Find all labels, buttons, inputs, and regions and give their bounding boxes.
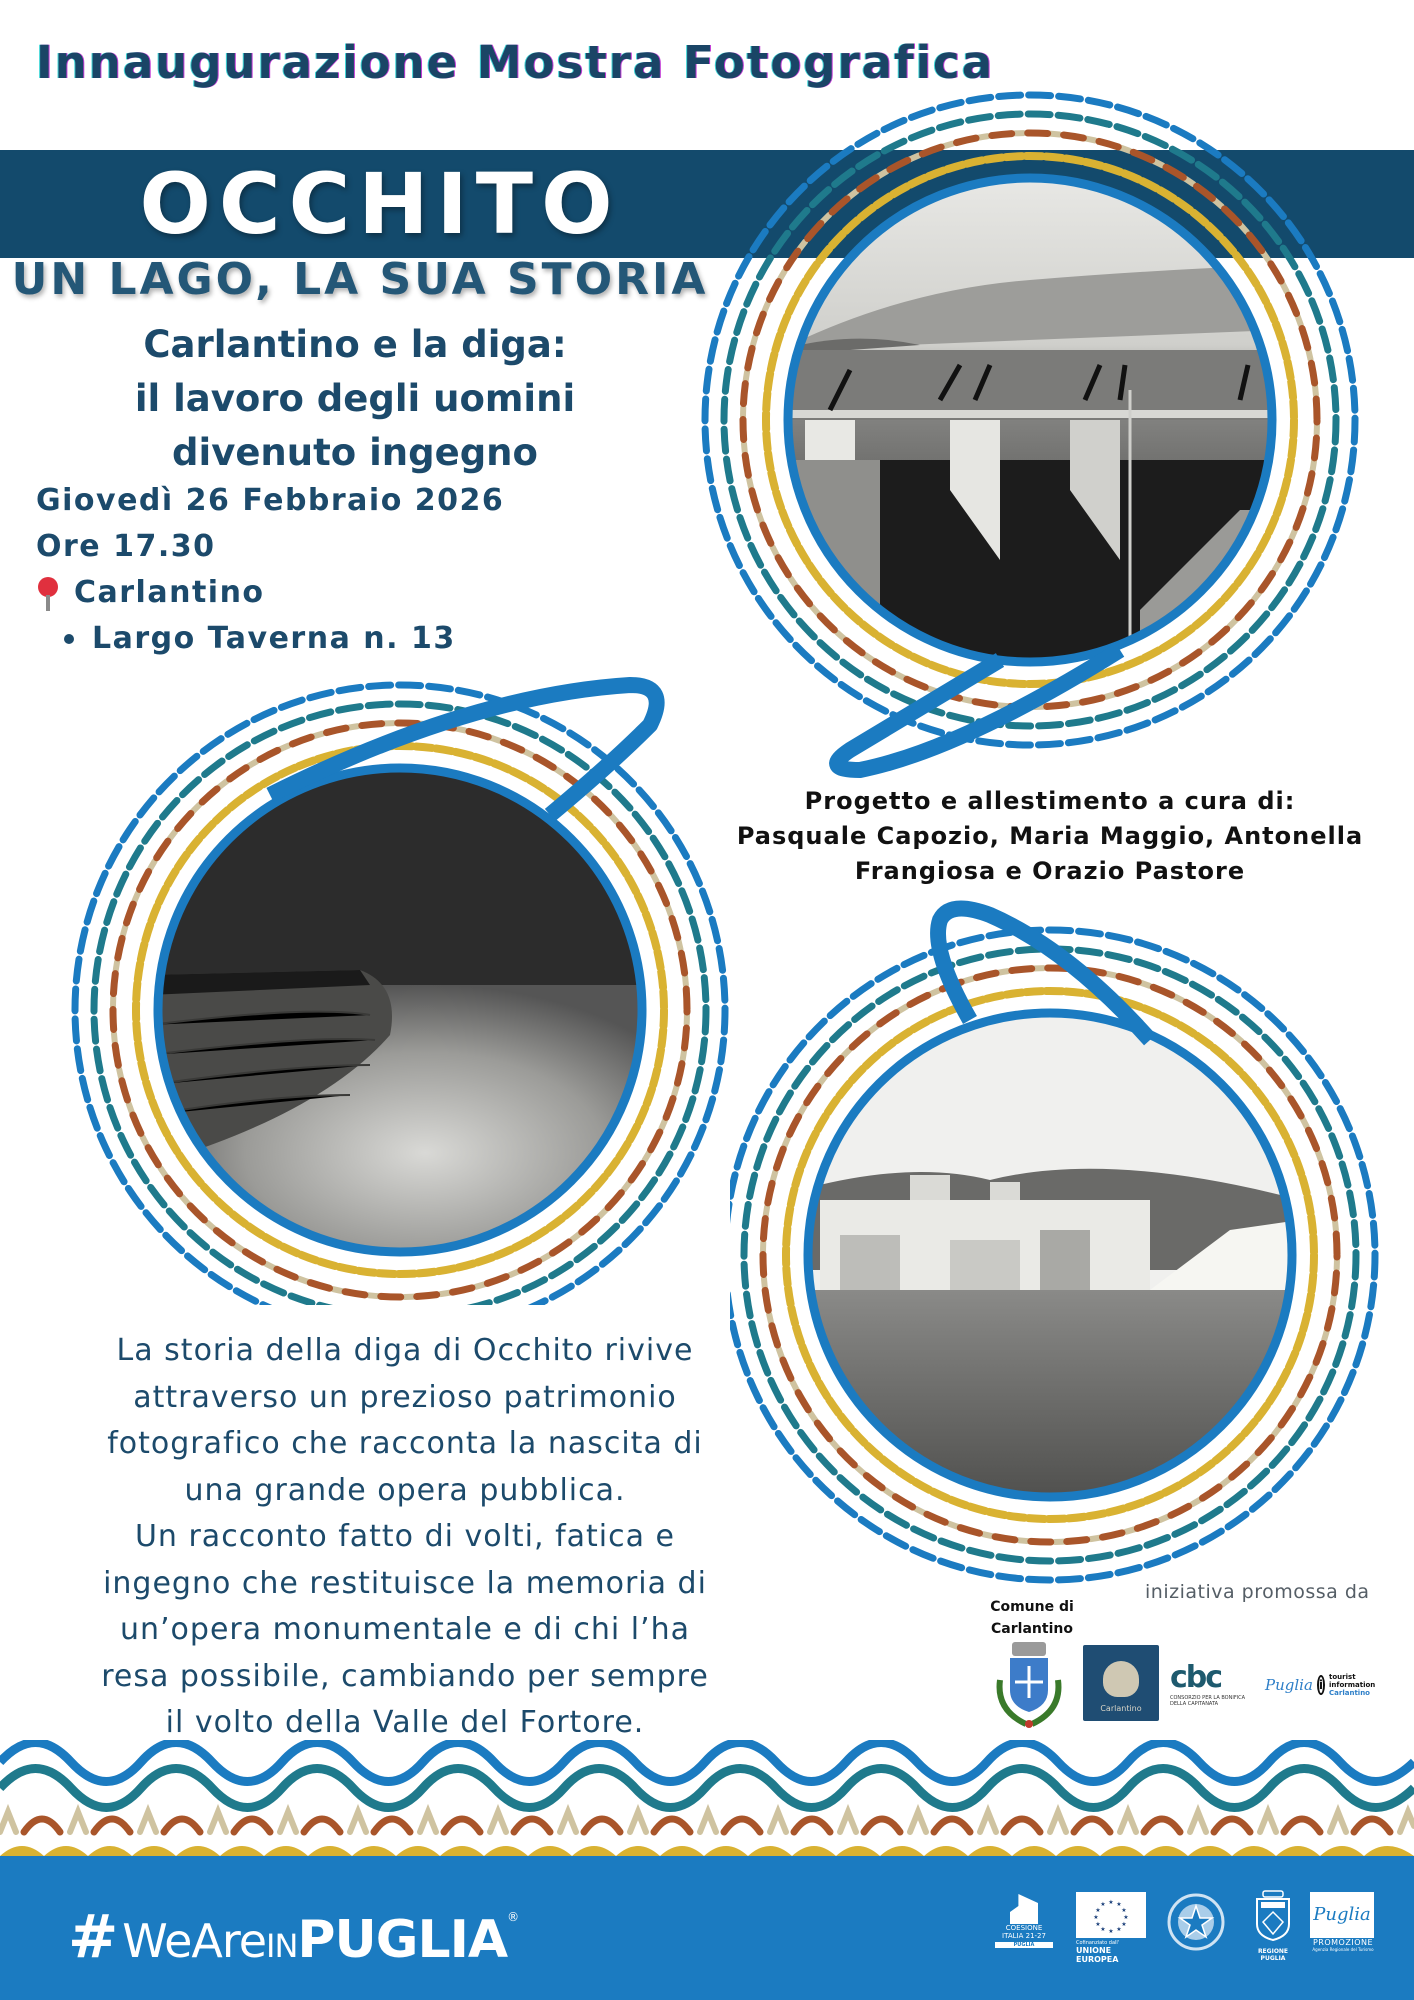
event-city-row xyxy=(36,570,504,616)
description-line: un’opera monumentale e di chi l’ha xyxy=(119,1612,690,1647)
map-pin-icon xyxy=(36,575,60,611)
description-line: ingegno che restituisce la memoria di xyxy=(103,1565,707,1601)
unione-europea-logo: ★ ★ ★ ★ ★ ★ ★ ★ ★ ★ ★ ★ Cofinanziato dall' UNIONE EUROPEA xyxy=(1076,1892,1148,1964)
credits-heading: Progetto e allestimento a cura di: xyxy=(804,787,1296,815)
hiker-shell-icon xyxy=(1103,1661,1139,1697)
bullet-icon xyxy=(64,634,74,644)
wearein-puglia-logo: # WeAre IN PUGLIA ® xyxy=(68,1902,520,1972)
coesione-italia-logo: COESIONE ITALIA 21-27 PUGLIA xyxy=(995,1894,1053,1948)
comune-label xyxy=(982,1596,1082,1640)
main-title: OCCHITO xyxy=(139,155,621,253)
svg-text:★: ★ xyxy=(1108,1899,1114,1906)
svg-text:★: ★ xyxy=(1093,1914,1099,1921)
promoters-label: iniziativa promossa da xyxy=(1145,1581,1370,1603)
description-line: una grande opera pubblica. xyxy=(184,1472,626,1508)
archeotrekking-logo: Carlantino xyxy=(1083,1645,1159,1721)
eu-flag-icon xyxy=(1076,1892,1146,1938)
repubblica-italiana-emblem-logo xyxy=(1166,1890,1226,1956)
credits-line-1: Pasquale Capozio, Maria Maggio, Antonella xyxy=(736,822,1364,850)
svg-text:★: ★ xyxy=(1116,1901,1122,1908)
medallion-frame-2 xyxy=(70,655,750,1305)
svg-text:★: ★ xyxy=(1121,1921,1127,1928)
puglia-promozione-logo: Puglia PROMOZIONE Agenzia Regionale del Turismo xyxy=(1310,1892,1376,1952)
comune-carlantino-crest-logo xyxy=(990,1640,1068,1730)
crest-icon xyxy=(990,1640,1068,1730)
photo-medallion-1 xyxy=(700,90,1380,790)
dam-gates-photo xyxy=(780,170,1280,670)
credits-line-2: Frangiosa e Orazio Pastore xyxy=(854,857,1246,885)
tagline-line-1: Carlantino e la diga: xyxy=(143,323,567,366)
credits xyxy=(690,784,1410,889)
description-line: attraverso un prezioso patrimonio xyxy=(133,1379,677,1415)
event-time: Ore 17.30 xyxy=(36,529,216,564)
description-line: resa possibile, cambiando per sempre xyxy=(101,1658,709,1694)
svg-text:★: ★ xyxy=(1108,1928,1114,1935)
regione-shield-icon xyxy=(1253,1890,1293,1942)
tagline-line-2: il lavoro degli uomini xyxy=(134,377,576,420)
description xyxy=(30,1328,780,1747)
dam-embankment-photo xyxy=(150,755,650,1265)
medallion-frame-1 xyxy=(700,90,1380,790)
svg-text:★: ★ xyxy=(1100,1901,1106,1908)
tourist-information-logo: Puglia i tourist information Carlantino xyxy=(1265,1673,1376,1697)
description-line: il volto della Valle del Fortore. xyxy=(165,1705,645,1740)
photo-medallion-3 xyxy=(730,890,1410,1590)
medallion-frame-3 xyxy=(730,890,1410,1590)
svg-text:★: ★ xyxy=(1095,1907,1101,1914)
photo-medallion-2 xyxy=(70,655,750,1305)
comune-label-line-1: Comune di xyxy=(990,1599,1074,1615)
svg-text:★: ★ xyxy=(1100,1926,1106,1933)
event-info xyxy=(36,478,504,662)
event-city: Carlantino xyxy=(74,575,265,610)
description-line: Un racconto fatto di volti, fatica e xyxy=(134,1519,676,1554)
info-icon: i xyxy=(1317,1675,1325,1695)
tagline-line-3: divenuto ingegno xyxy=(172,431,538,474)
svg-text:★: ★ xyxy=(1123,1914,1129,1921)
comune-label-line-2: Carlantino xyxy=(991,1621,1073,1637)
exhibition-kicker: Innaugurazione Mostra Fotografica xyxy=(36,36,995,89)
footer-bar xyxy=(0,1856,1414,2000)
decorative-wave-border xyxy=(0,1740,1414,1856)
event-address: Largo Taverna n. 13 xyxy=(92,621,456,656)
subtitle: UN LAGO, LA SUA STORIA xyxy=(11,254,709,305)
event-date: Giovedì 26 Febbraio 2026 xyxy=(36,483,505,518)
consorzio-bonifica-logo: cbc CONSORZIO PER LA BONIFICA DELLA CAPITANATA xyxy=(1170,1660,1246,1707)
regione-puglia-logo: REGIONE PUGLIA xyxy=(1245,1890,1301,1962)
star-emblem-icon xyxy=(1166,1890,1226,1956)
svg-text:★: ★ xyxy=(1121,1907,1127,1914)
coesione-arrow-icon xyxy=(1010,1894,1038,1924)
svg-text:★: ★ xyxy=(1116,1926,1122,1933)
tagline xyxy=(60,318,650,480)
description-line: fotografico che racconta la nascita di xyxy=(107,1426,703,1461)
description-line: La storia della diga di Occhito rivive xyxy=(116,1333,694,1368)
svg-text:★: ★ xyxy=(1095,1921,1101,1928)
